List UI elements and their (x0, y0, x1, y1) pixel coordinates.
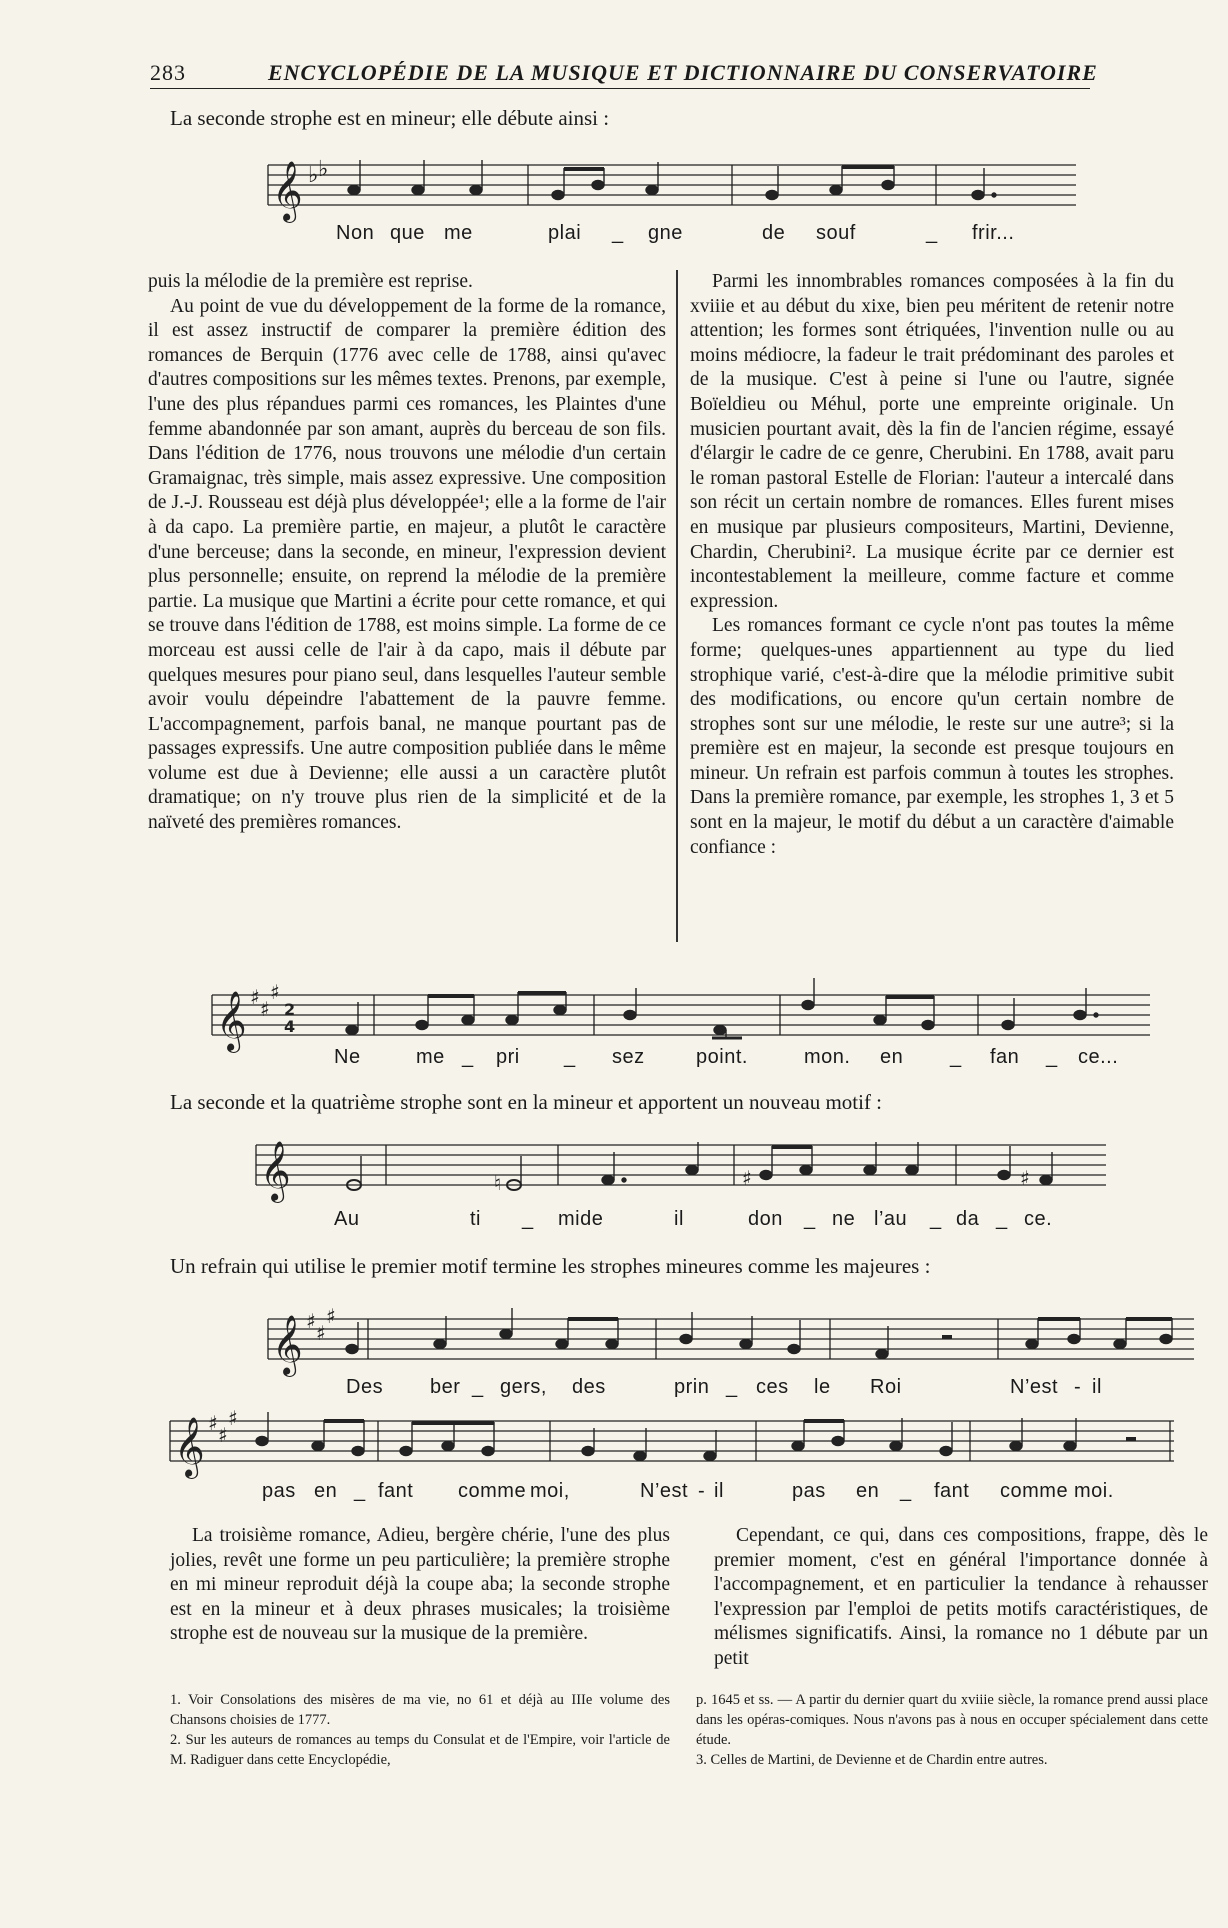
lyric-syllable: Des (346, 1376, 384, 1398)
lyric-syllable: _ (726, 1376, 738, 1398)
staff-4a-svg (268, 1304, 1194, 1375)
lyric-syllable: en (856, 1480, 880, 1502)
paragraph: Cependant, ce qui, dans ces compositions, frappe, dès le premier moment, c'est en général l'importance donnée à l'accompagnement, et en particulier la tendance à rehausser l'expression par l'emploi de petits motifs caractéristiques, de mélismes significatifs. Ainsi, la romance no 1 débute par un petit (714, 1525, 1208, 1669)
lyric-syllable: ce. (1024, 1208, 1053, 1230)
lyrics-4a (346, 1376, 1166, 1402)
svg-text:♯: ♯ (316, 1321, 326, 1345)
staff-4b-svg (170, 1406, 1174, 1477)
svg-text:♯: ♯ (270, 980, 280, 1004)
lyrics-1 (336, 222, 1096, 248)
lyric-syllable: ne (832, 1208, 856, 1230)
svg-text:𝄞: 𝄞 (260, 1141, 291, 1201)
lyric-syllable: _ (564, 1046, 576, 1068)
lyric-syllable: plai (548, 222, 582, 244)
lyric-syllable: _ (1046, 1046, 1058, 1068)
music-staff-2 (212, 980, 1150, 1051)
svg-text:♯: ♯ (208, 1411, 218, 1435)
lyric-syllable: _ (522, 1208, 534, 1230)
lyric-syllable: prin (674, 1376, 710, 1398)
lyric-syllable: _ (612, 222, 624, 244)
paragraph: Les romances formant ce cycle n'ont pas toutes la même forme; quelques-unes appartiennent au type du lied strophique varié, c'est-à-dire que la mélodie primitive subit des modifications, ou encore qu'un certain nombre de strophes sont sur une mélodie, le reste sur une autre³; si la première est en majeur, la seconde est presque toujours en mineur. Un refrain est parfois commun à toutes les strophes. Dans la première romance, par exemple, les strophes 1, 3 et 5 sont en la majeur, le motif du début a un caractère d'aimable confiance : (690, 615, 1174, 858)
lyric-syllable: Roi (870, 1376, 902, 1398)
lyric-syllable: le (814, 1376, 831, 1398)
page-number: 283 (150, 60, 186, 85)
lyric-syllable: point. (696, 1046, 748, 1068)
lyric-syllable: en (314, 1480, 338, 1502)
svg-text:♯: ♯ (250, 985, 260, 1009)
lyric-syllable: _ (950, 1046, 962, 1068)
lyric-syllable: me (444, 222, 473, 244)
staff-1-svg (268, 157, 1076, 221)
lyric-syllable: Au (334, 1208, 360, 1230)
line-ex4: Un refrain qui utilise le premier motif termine les strophes mineures comme les majeures : (170, 1254, 931, 1278)
svg-text:♯: ♯ (228, 1406, 238, 1430)
lyric-syllable: comme (458, 1480, 527, 1502)
bottom-right-column (714, 1524, 1208, 1672)
lyric-syllable: de (762, 222, 786, 244)
lyric-syllable: il (674, 1208, 684, 1230)
lyric-syllable: pas (262, 1480, 296, 1502)
bottom-left-column (170, 1524, 670, 1647)
lyric-syllable: _ (900, 1480, 912, 1502)
lyric-syllable: pri (496, 1046, 520, 1068)
lyric-syllable: l’au (874, 1208, 908, 1230)
lyric-syllable: moi, (530, 1480, 570, 1502)
running-title: ENCYCLOPÉDIE DE LA MUSIQUE ET DICTIONNAIRE DU CONSERVATOIRE (268, 60, 1098, 85)
lyric-syllable: Non (336, 222, 375, 244)
lyric-syllable: me (416, 1046, 445, 1068)
lyric-syllable: don (748, 1208, 783, 1230)
lyrics-3 (334, 1208, 1094, 1234)
paragraph: Au point de vue du développement de la forme de la romance, il est assez instructif de comparer la première édition des romances de Berquin (1776 avec celle de 1788, ainsi qu'avec d'autres compositions sur les mêmes textes. Prenons, par exemple, l'une des plus répandues parmi ces romances, les Plaintes d'une femme abandonnée par son amant, auprès du berceau de son fils. Dans l'édition de 1776, nous trouvons une mélodie d'un certain Gramaignac, très simple, mais assez expressive. Une composition de J.-J. Rousseau est déjà plus développée¹; elle a la forme de l'air à da capo. La première partie, en majeur, a plutôt le caractère d'une berceuse; dans la seconde, en mineur, l'expression devient plus personnelle; ensuite, on reprend la mélodie de la première partie. La musique que Martini a écrite pour cette romance, et qui se trouve dans l'édition de 1788, est moins simple. La forme de ce morceau est aussi celle de l'air à da capo, mais il débute par quelques mesures pour piano seul, dans lesquelles l'auteur semble avoir voulu dépeindre l'abattement de la pauvre femme. L'accompagnement, parfois banal, ne manque pourtant pas de passages expressifs. Une autre composition publiée dans le même volume est due à Devienne; elle aussi a un caractère plutôt dramatique; on n'y trouve plus rien de la simplicité et de la naïveté des premières romances. (148, 295, 666, 834)
lyric-syllable: N’est (1010, 1376, 1059, 1398)
footnote: 3. Celles de Martini, de Devienne et de Chardin entre autres. (696, 1752, 1048, 1768)
staff-2-svg (212, 980, 1150, 1051)
lyric-syllable: _ (472, 1376, 484, 1398)
lyric-syllable: fan (990, 1046, 1020, 1068)
paragraph: puis la mélodie de la première est reprise. (148, 271, 473, 292)
staff-3-svg (256, 1140, 1106, 1200)
footnotes-left (170, 1690, 670, 1770)
lyric-syllable: mon. (804, 1046, 851, 1068)
svg-text:♯: ♯ (1020, 1166, 1030, 1190)
lyric-syllable: N’est (640, 1480, 689, 1502)
lyric-syllable: frir... (972, 222, 1015, 244)
svg-text:4: 4 (284, 1017, 296, 1036)
footnotes-right (696, 1690, 1208, 1770)
lyric-syllable: da (956, 1208, 980, 1230)
svg-text:♯: ♯ (326, 1304, 336, 1328)
lyric-syllable: _ (354, 1480, 366, 1502)
lyric-syllable: gne (648, 222, 683, 244)
lyric-syllable: il (1092, 1376, 1102, 1398)
running-head (150, 60, 1098, 89)
music-staff-4b (170, 1406, 1174, 1477)
lyrics-2 (334, 1046, 1150, 1072)
lyric-syllable: que (390, 222, 425, 244)
lyric-syllable: comme (1000, 1480, 1069, 1502)
lyric-syllable: _ (996, 1208, 1008, 1230)
intro-line: La seconde strophe est en mineur; elle débute ainsi : (170, 106, 610, 130)
svg-text:𝄞: 𝄞 (174, 1417, 205, 1477)
line-ex3: La seconde et la quatrième strophe sont en la mineur et apportent un nouveau motif : (170, 1090, 883, 1114)
svg-text:♭: ♭ (308, 163, 319, 188)
lyric-syllable: _ (930, 1208, 942, 1230)
footnote: 1. Voir Consolations des misères de ma vie, no 61 et déjà au IIIe volume des Chansons choisies de 1777. (170, 1692, 670, 1728)
lyric-syllable: souf (816, 222, 856, 244)
footnote: 2. Sur les auteurs de romances au temps du Consulat et de l'Empire, voir l'article de M. Radiguer dans cette Encyclopédie, (170, 1732, 670, 1768)
svg-text:𝄞: 𝄞 (272, 1315, 303, 1375)
column-divider (676, 270, 678, 942)
lyrics-4b (262, 1480, 1162, 1506)
paragraph: Parmi les innombrables romances composées à la fin du xviiie et au début du xixe, bien peu méritent de retenir notre attention; les formes sont étriquées, l'invention nulle ou au moins médiocre, la fadeur le trait prédominant des paroles et de la musique. C'est à peine si l'une ou l'autre, signée Boïeldieu ou Méhul, porte une empreinte originale. Un musicien pourtant avait, dès la fin de l'ancien régime, essayé d'élargir le cadre de ce genre, Cherubini. En 1788, avait paru le roman pastoral Estelle de Florian: l'auteur a intercalé dans son récit un certain nombre de romances. Elles furent mises en musique par plusieurs compositeurs, Martini, Devienne, Chardin, Cherubini². La musique écrite par ce dernier est incontestablement la meilleure, comme facture et comme expression. (690, 271, 1174, 612)
lyric-syllable: moi. (1074, 1480, 1114, 1502)
lyric-syllable: ce... (1078, 1046, 1119, 1068)
lyric-syllable: en (880, 1046, 904, 1068)
music-staff-1 (268, 157, 1076, 221)
svg-text:2: 2 (284, 1000, 296, 1019)
lyric-syllable: sez (612, 1046, 645, 1068)
lyric-syllable: fant (378, 1480, 414, 1502)
svg-text:♯: ♯ (260, 997, 270, 1021)
lyric-syllable: pas (792, 1480, 826, 1502)
lyric-syllable: Ne (334, 1046, 361, 1068)
svg-text:♮: ♮ (494, 1171, 502, 1195)
left-column (148, 270, 666, 836)
lyric-syllable: des (572, 1376, 606, 1398)
paragraph: La troisième romance, Adieu, bergère chérie, l'une des plus jolies, revêt une forme un peu particulière; la première strophe en mi mineur reproduit déjà la coupe aba; la seconde strophe est en la mineur et à deux phrases musicales; la troisième strophe est de nouveau sur la musique de la première. (170, 1525, 670, 1645)
svg-text:♯: ♯ (306, 1309, 316, 1333)
svg-text:♭: ♭ (318, 157, 329, 182)
svg-text:𝄞: 𝄞 (216, 991, 247, 1051)
lyric-syllable: ti (470, 1208, 481, 1230)
music-staff-3 (256, 1140, 1106, 1200)
lyric-syllable: il (714, 1480, 724, 1502)
lyric-syllable: ber (430, 1376, 461, 1398)
lyric-syllable: mide (558, 1208, 604, 1230)
lyric-syllable: - (698, 1480, 706, 1502)
lyric-syllable: gers, (500, 1376, 547, 1398)
lyric-syllable: ces (756, 1376, 789, 1398)
lyric-syllable: _ (462, 1046, 474, 1068)
music-staff-4a (268, 1304, 1194, 1375)
lyric-syllable: fant (934, 1480, 970, 1502)
right-column (690, 270, 1174, 860)
svg-text:𝄞: 𝄞 (272, 161, 303, 221)
lyric-syllable: _ (926, 222, 938, 244)
lyric-syllable: - (1074, 1376, 1082, 1398)
svg-text:♯: ♯ (742, 1166, 752, 1190)
lyric-syllable: _ (804, 1208, 816, 1230)
svg-text:♯: ♯ (218, 1423, 228, 1447)
footnote: p. 1645 et ss. — A partir du dernier quart du xviiie siècle, la romance prend aussi place dans les opéras-comiques. Nous n'avons pas à nous en occuper spécialement dans cette étude. (696, 1692, 1208, 1748)
